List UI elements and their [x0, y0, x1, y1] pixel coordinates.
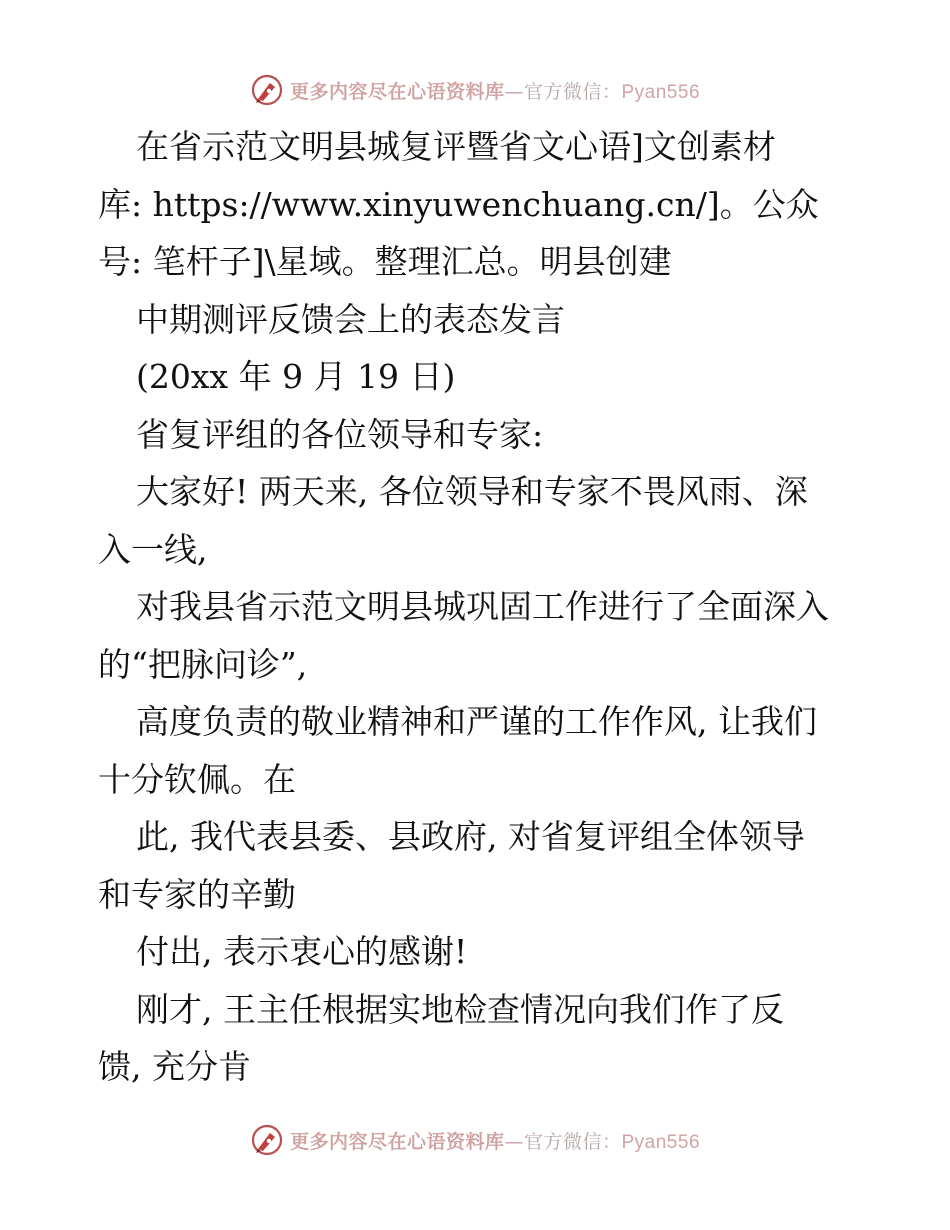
body-line: 入一线,	[98, 529, 208, 569]
body-line: 高度负责的敬业精神和严谨的工作作风, 让我们	[136, 702, 817, 741]
watermark-text	[290, 1127, 700, 1154]
footer-watermark	[0, 1120, 950, 1160]
watermark-wechat-id: Pyan556	[621, 81, 701, 103]
body-line: 刚才, 王主任根据实地检查情况向我们作了反	[136, 989, 784, 1029]
document-date: (20xx 年 9 月 19 日)	[136, 357, 456, 396]
body-line: 号: 笔杆子]\星域。整理汇总。明县创建	[98, 242, 672, 281]
watermark-brand: 更多内容尽在心语资料库	[289, 1130, 505, 1153]
body-line: 的“把脉问诊”,	[98, 644, 308, 684]
watermark-wechat-id: Pyan556	[621, 1131, 701, 1153]
body-line: 此, 我代表县委、县政府, 对省复评组全体领导	[136, 817, 805, 856]
document-body	[98, 118, 858, 1096]
watermark-separator: —	[504, 80, 524, 103]
header-watermark	[0, 70, 950, 110]
watermark-official-label: 官方微信：	[523, 1130, 622, 1153]
pen-logo-icon	[250, 1123, 284, 1157]
watermark-text	[290, 77, 700, 104]
body-line: 付出, 表示衷心的感谢!	[136, 932, 468, 971]
body-line: 馈, 充分肯	[98, 1047, 251, 1086]
body-line: 对我县省示范文明县城巩固工作进行了全面深入	[136, 587, 829, 626]
body-line: 十分钦佩。在	[98, 759, 296, 799]
salutation: 省复评组的各位领导和专家:	[136, 414, 544, 454]
body-line: 和专家的辛勤	[98, 874, 296, 914]
body-line: 大家好! 两天来, 各位领导和专家不畏风雨、深	[136, 472, 808, 511]
watermark-official-label: 官方微信：	[523, 80, 622, 103]
body-line: 在省示范文明县城复评暨省文心语]文创素材	[136, 127, 776, 166]
watermark-brand: 更多内容尽在心语资料库	[289, 80, 505, 103]
body-line: 库: https://www.xinyuwenchuang.cn/]。公众	[98, 184, 819, 224]
pen-logo-icon	[250, 73, 284, 107]
document-title: 中期测评反馈会上的表态发言	[136, 299, 565, 339]
watermark-separator: —	[504, 1130, 524, 1153]
